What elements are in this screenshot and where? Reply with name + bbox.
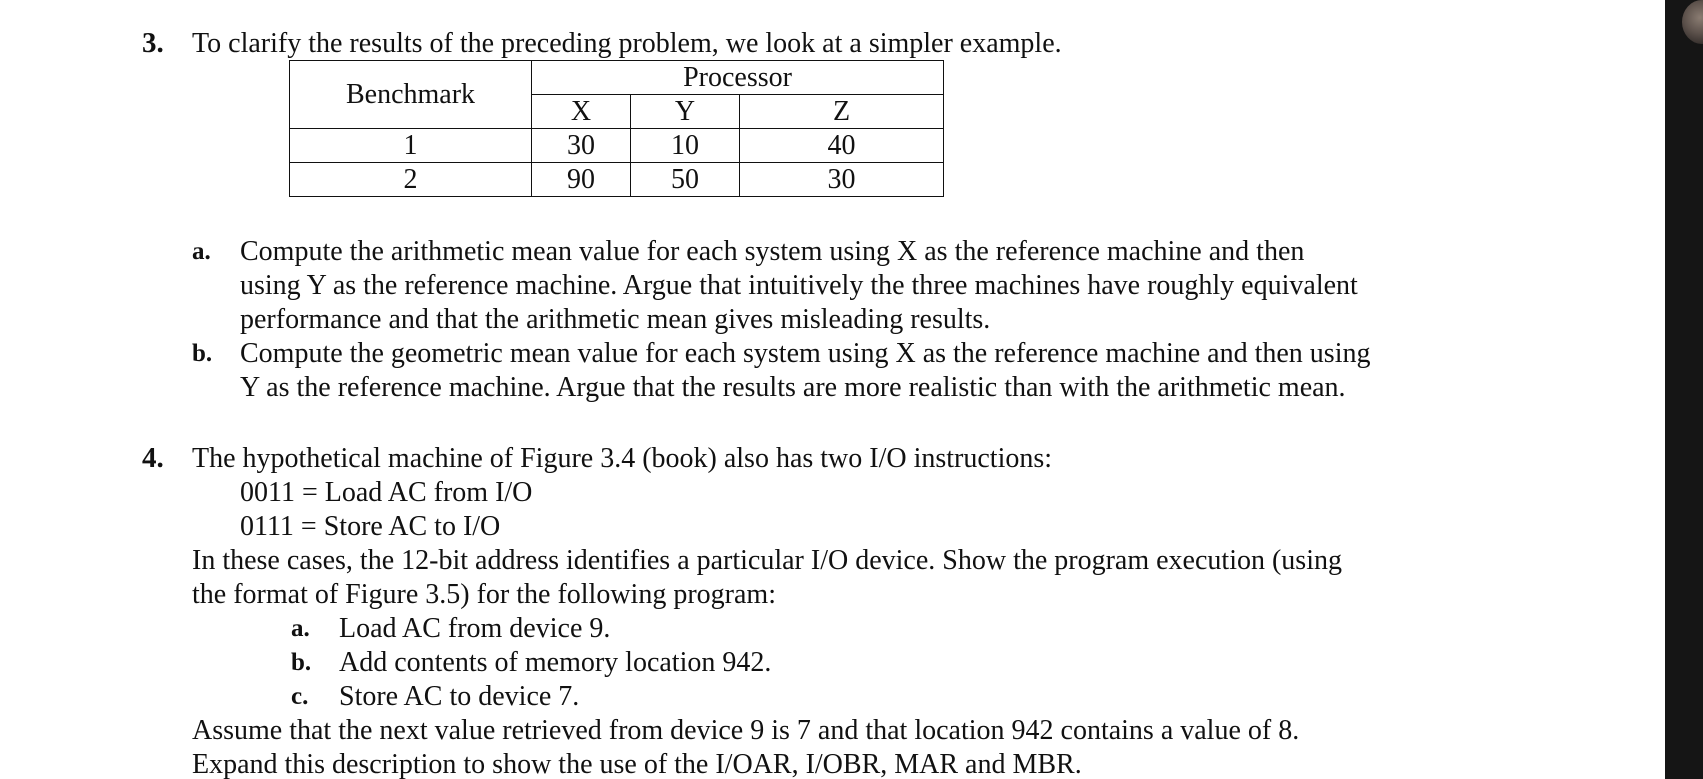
closing-line: Assume that the next value retrieved from device 9 is 7 and that location 942 contains a value of 8. [192,715,1300,746]
part-b-line: Compute the geometric mean value for each system using X as the reference machine and then using [240,338,1371,369]
table-row [290,163,944,197]
table-cell: 90 [532,163,631,197]
part-a-line: performance and that the arithmetic mean gives misleading results. [240,304,991,335]
benchmark-table [289,60,944,197]
step-c-text: Store AC to device 7. [339,681,580,712]
step-b-text: Add contents of memory location 942. [339,647,772,678]
part-b-line: Y as the reference machine. Argue that the results are more realistic than with the arithmetic mean. [240,372,1346,403]
step-a-label: a. [291,615,310,642]
table-cell: 40 [740,129,944,163]
table-cell: 30 [740,163,944,197]
column-header: Z [740,95,944,129]
column-header: Y [631,95,740,129]
step-a-text: Load AC from device 9. [339,613,611,644]
part-a-label: a. [192,238,211,265]
table-cell: 30 [532,129,631,163]
column-header: X [532,95,631,129]
part-a-line: Compute the arithmetic mean value for each system using X as the reference machine and then [240,236,1305,267]
question-4-body-line: the format of Figure 3.5) for the following program: [192,579,776,610]
question-4-body-line: In these cases, the 12-bit address identifies a particular I/O device. Show the program execution (using [192,545,1342,576]
table-cell: 10 [631,129,740,163]
benchmark-header: Benchmark [290,61,532,129]
table-row [290,129,944,163]
table-cell: 2 [290,163,532,197]
question-3-intro: To clarify the results of the preceding problem, we look at a simpler example. [192,28,1062,59]
instruction-line: 0111 = Store AC to I/O [240,511,501,542]
step-b-label: b. [291,649,312,676]
table-cell: 1 [290,129,532,163]
part-b-label: b. [192,340,213,367]
processor-header: Processor [532,61,944,95]
table-cell: 50 [631,163,740,197]
step-c-label: c. [291,683,309,710]
question-4-intro: The hypothetical machine of Figure 3.4 (book) also has two I/O instructions: [192,443,1053,474]
instruction-line: 0011 = Load AC from I/O [240,477,533,508]
part-a-line: using Y as the reference machine. Argue that intuitively the three machines have roughly equivalent [240,270,1358,301]
table-header-row [290,61,944,95]
side-panel [1665,0,1703,779]
closing-line: Expand this description to show the use of the I/OAR, I/OBR, MAR and MBR. [192,749,1082,779]
question-3-number: 3. [142,27,164,59]
question-4-number: 4. [142,442,164,474]
